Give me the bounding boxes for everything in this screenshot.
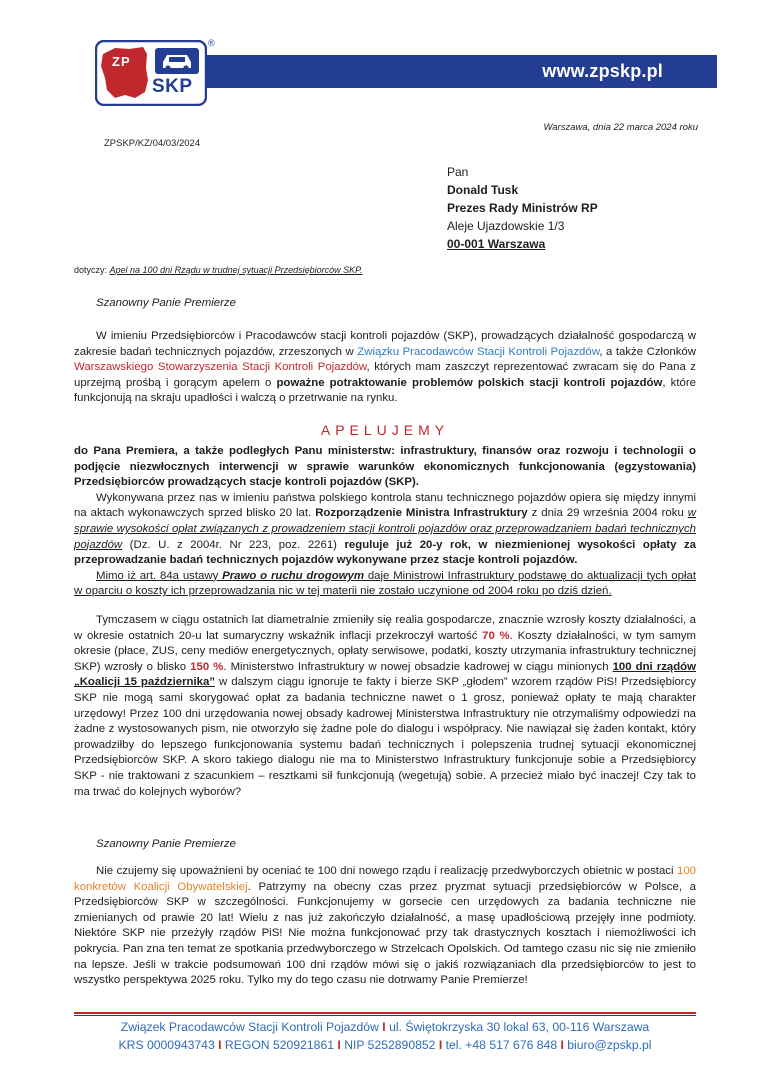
recipient-name: Donald Tusk [447, 183, 519, 197]
p3-emphasis: reguluje już 20-y rok, w niezmienionej wysokości opłaty za przeprowadzanie badań technicznych pojazdów wykonywane przez stacje kontroli pojazdów. [74, 538, 697, 567]
p3-regulation: Rozporządzenie Ministra Infrastruktury [315, 507, 528, 520]
p3-text-a: Wykonywana przez nas w imieniu państwa polskiego kontrola stanu technicznego pojazdów opiera się między innymi na aktach wykonawczych sprzed blisko 20 lat. [74, 491, 696, 520]
p3-regulation-title: w sprawie wysokości opłat związanych z prowadzeniem stacji kontroli pojazdów oraz przeprowadzaniem badań technicznych pojazdów [74, 507, 696, 551]
paragraph-closing [74, 864, 696, 989]
regarding-subject: Apel na 100 dni Rządu w trudnej sytuacji Przedsiębiorców SKP. [109, 265, 363, 275]
footer-separator: I [560, 1038, 564, 1052]
logo-text-skp: SKP [152, 76, 193, 97]
org-name-zpskp: Związku Pracodawców Stacji Kontroli Pojazdów [357, 345, 600, 358]
paragraph-intro [74, 329, 696, 407]
p5-text-g: w dalszym ciągu ignoruje te fakty i bierze SKP „głodem” wzorem rządów PiS! Przedsiębiorcy SKP nie mogą sami skorygować opłat za badania techniczne nawet o 1 grosz, ponieważ opłaty te mają charakter urzędowy! Przez 100 dni urzędowania nowej obsady kadrowej Ministerstwa Infrastruktury nie otrzymaliśmy odpowiedzi na żadne z wystosowanych pism, nie otworzyło się żadne pole do dialogu i współpracy. Nie nawiązał się żaden kontakt, który prowadziłby do lepszego funkcjonowania systemu badań technicznych i polepszenia trudnej sytuacji ekonomicznej Przedsiębiorców SKP. A skoro takiego dialogu nie ma to Ministerstwo Infrastruktury funkcjonuje sobie a Przedsiębiorcy SKP - nie traktowani z szacunkiem – resztkami sił funkcjonują (wegetują) sobie. A przecież miało być inaczej! Czy tak to ma trwać do kolejnych wyborów? [74, 676, 696, 798]
greeting-2: Szanowny Panie Premierze [96, 838, 236, 850]
footer-krs: KRS 0000943743 [118, 1038, 215, 1052]
footer-email[interactable]: biuro@zpskp.pl [567, 1038, 652, 1052]
org-name-wsskp: Warszawskiego Stowarzyszenia Stacji Kontroli Pojazdów [74, 361, 367, 374]
footer-separator: I [337, 1038, 341, 1052]
recipient-city: 00-001 Warszawa [447, 237, 546, 251]
recipient-street: Aleje Ujazdowskie 1/3 [447, 219, 565, 233]
p1-emphasis: poważne potraktowanie problemów polskich stacji kontroli pojazdów [276, 376, 663, 389]
header-banner [183, 55, 717, 88]
place-date: Warszawa, dnia 22 marca 2024 roku [543, 122, 698, 133]
footer-line-1 [74, 1018, 696, 1036]
p5-text-a: Tymczasem w ciągu ostatnich lat diametralnie zmieniły się realia gospodarcze, znacznie wzrosły koszty działalności, a w okresie ostatnich 20-u lat sumaryczny wskaźnik inflacji przekroczył wartość [74, 614, 696, 642]
footer-phone[interactable]: tel. +48 517 676 848 [445, 1038, 558, 1052]
p3-text-e: (Dz. U. z 2004r. Nr 223, poz. 2261) [122, 538, 345, 551]
p6-100-konkretow: 100 konkretów Koalicji Obywatelskiej [74, 865, 696, 893]
registered-mark: ® [208, 38, 215, 48]
costs-increase-value: 150 % [190, 660, 224, 673]
p3-text-c: z dnia 29 września 2004 roku [527, 507, 688, 520]
reference-number: ZPSKP/KZ/04/03/2024 [104, 138, 201, 149]
p2-text: do Pana Premiera, a także podległych Panu ministerstw: infrastruktury, finansów oraz rozwoju i technologii o podjęcie niezwłocznych interwencji w sprawie warunków ekonomicznych funkcjonowania (egzystowania) Przedsiębiorców prowadzących stacje kontroli pojazdów (SKP). [74, 445, 696, 489]
p1-text-a: W imieniu Przedsiębiorców i Pracodawców stacji kontroli pojazdów (SKP), prowadzących działalność gospodarczą w zakresie badań technicznych pojazdów, zrzeszonych w [74, 330, 696, 358]
footer-line-2 [74, 1036, 696, 1054]
recipient-salutation: Pan [447, 165, 469, 179]
greeting-1: Szanowny Panie Premierze [96, 297, 236, 309]
p1-text-c: , a także Członków [599, 345, 696, 358]
paragraph-costs [74, 613, 696, 800]
p4-text-c: daje Ministrowi Infrastruktury podstawę do aktualizacji tych opłat w oparciu o koszty ich przeprowadzania nic w tej materii nie zostało uczynione od 2004 roku po dziś dzień. [74, 569, 696, 598]
footer-divider-red [74, 1012, 696, 1014]
footer-regon: REGON 520921861 [224, 1038, 335, 1052]
footer-separator: I [382, 1020, 386, 1034]
regarding-label: dotyczy: [74, 265, 108, 275]
paragraph-appeal [74, 444, 696, 600]
footer-nip: NIP 5252890852 [344, 1038, 436, 1052]
p4-text-a: Mimo iż art. 84a ustawy [96, 569, 223, 582]
footer-divider-blue [74, 1015, 696, 1016]
footer-address: ul. Świętokrzyska 30 lokal 63, 00-116 Warszawa [389, 1020, 650, 1034]
website-link[interactable]: www.zpskp.pl [542, 61, 663, 81]
inflation-value: 70 % [482, 629, 510, 642]
logo-text-zp: ZP [112, 54, 131, 69]
apelujemy-heading: APELUJEMY [320, 422, 450, 438]
regarding-line [74, 265, 363, 275]
footer-org-name: Związek Pracodawców Stacji Kontroli Pojazdów [120, 1020, 379, 1034]
p5-text-c: . Koszty działalności, w tym samym okresie (płace, ZUS, ceny mediów energetycznych, opłaty serwisowe, podatki, koszty utrzymania infrastruktury technicznej SKP) wzrosły o blisko [74, 629, 696, 673]
p1-text-g: , które funkcjonują na skraju upadłości i walczą o przetrwanie na rynku. [74, 376, 696, 405]
p5-text-e: . Ministerstwo Infrastruktury w nowej obsadzie kadrowej w ciągu minionych [223, 660, 613, 673]
p4-law-name: Prawo o ruchu drogowym [222, 569, 364, 582]
footer-separator: I [438, 1038, 443, 1052]
p6-text-a: Nie czujemy się upoważnieni by oceniać te 100 dni nowego rządu i realizację przedwyborczych obietnic w postaci [96, 865, 677, 877]
footer-separator: I [218, 1038, 222, 1052]
p1-text-e: , których mam zaszczyt reprezentować zwracam się do Pana z uprzejmą prośbą i gorącym apelem o [74, 361, 697, 389]
p6-text-c: . Patrzymy na obecny czas przez pryzmat sytuacji przedsiębiorców w Polsce, a Przedsiębiorców SKP w szczególności. Funkcjonujemy w gorsecie cen urzędowych za badania techniczne nie zmienianych od prawie 20 lat! Wielu z nas już zakończyło działalność, a masę upadłościową przejęły inne podmioty. Niektóre SKP nie przeżyły rządów PiS! Nie można funkcjonować przy tak drastycznych kosztach i niemożliwości ich pokrycia. Pan zna ten temat ze spotkania przedwyborczego w Strzelcach Opolskich. Od tamtego czasu nic się nie zmieniło na lepsze. Jeśli w trakcie podsumowań 100 dni rządów mówi się o jakiś rozwiązaniach dla przedsiębiorców to jest to wszystko perspektywa 2025 roku. Tylko my do tego czasu nie dotrwamy Panie Premierze! [74, 880, 696, 987]
p5-100-days: 100 dni rządów „Koalicji 15 października” [74, 660, 696, 689]
recipient-title: Prezes Rady Ministrów RP [447, 201, 598, 215]
recipient-block [447, 163, 598, 253]
